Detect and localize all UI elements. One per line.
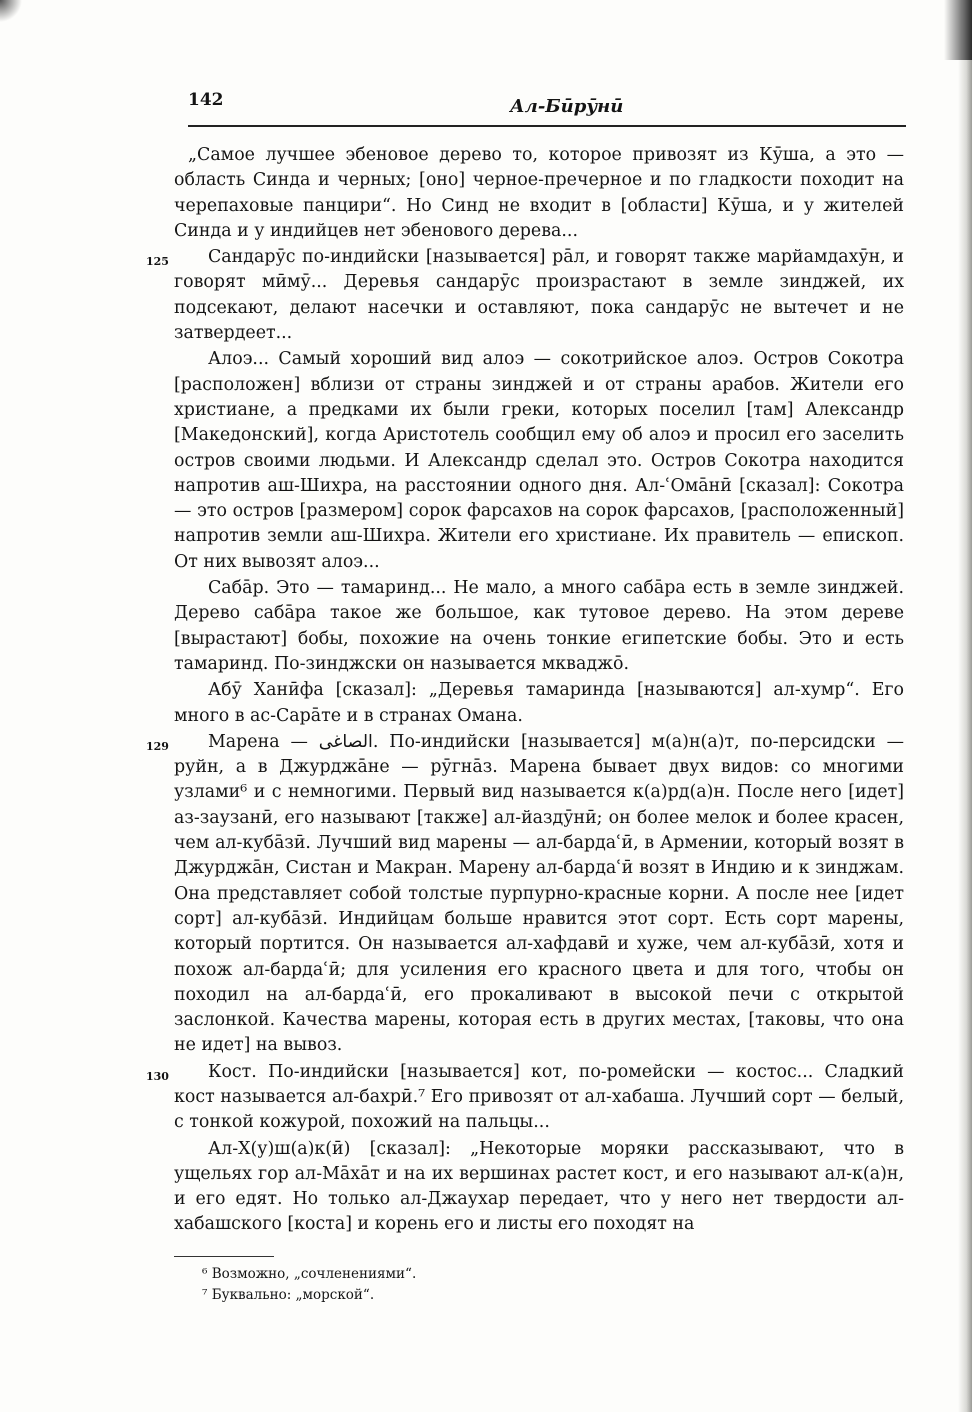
arabic-term: الصاغى [318, 731, 373, 752]
paragraph [174, 678, 904, 729]
footnote: ⁶ Возможно, „сочленениями“. [202, 1266, 417, 1282]
paragraph [174, 576, 904, 677]
paragraph [174, 1137, 904, 1238]
page-number: 142 [188, 90, 224, 110]
page-edge-shadow [958, 0, 972, 1412]
footnote-rule [174, 1256, 274, 1257]
header-rule [188, 125, 906, 127]
scan-corner-shadow [932, 0, 972, 60]
paragraph-text: Сабāр. Это — тамаринд... Не мало, а много сабāра есть в земле зинджей. Дерево сабāра такое же большое, как тутовое дерево. На этом дереве [вырастают] бобы, похожие на очень тонкие египетские бобы. Это и есть тамаринд. По-зинджски он называется мкваджō. [174, 578, 904, 674]
running-title: Ал-Бӣрӯнӣ [510, 96, 624, 117]
paragraph [174, 347, 904, 575]
paragraph-text: Кост. По-индийски [называется] кот, по-ромейски — костос... Сладкий кост называется ал-бахрӣ.⁷ Его привозят от ал-хабаша. Лучший сорт — белый, с тонкой кожурой, похожий на пальцы... [174, 1061, 904, 1133]
body-text [146, 143, 905, 1238]
section-number: 125 [146, 255, 169, 269]
section-number: 130 [146, 1069, 169, 1083]
scan-corner-mark [0, 0, 26, 40]
footnote: ⁷ Буквально: „морской“. [202, 1287, 375, 1303]
paragraph-text: „Самое лучшее эбеновое дерево то, которое привозят из Кӯша, а это — область Синда и черных; [оно] черное-пречерное и по гладкости походит на черепаховые панцири“. Но Синд не входит в [области] Кӯша, и у жителей Синда и у индийцев нет эбенового дерева... [174, 145, 904, 241]
paragraph [146, 1060, 904, 1136]
paragraph-text: . По-индийски [называется] м(а)н(а)т, по-персидски — руйн, а в Джурджāне — рӯгнāз. Марена бывает двух видов: со многими узлами⁶ и с немногими. Первый вид называется к(а)рд(а)н. После него [идет] аз-заузанӣ, его называют [также] ал-йаздӯнӣ; он более мелок и более красен, чем ал-кубāзӣ. Лучший вид марены — ал-бардаʿӣ, в Армении, который возят в Джурджāн, Систан и Макран. Марену ал-бардаʿӣ возят в Индию и к зинджам. Она представляет собой толстые пурпурно-красные корни. А после нее [идет сорт] ал-кубāзӣ. Индийцам больше нравится этот сорт. Есть сорт марены, который портится. Он называется ал-хафдавӣ и хуже, чем ал-кубāзӣ, хотя и похож ал-бардаʿӣ; для усиления его красного цвета и для того, чтобы он походил на ал-бардаʿӣ, его прокаливают в высокой печи с открытой заслонкой. Качества марены, которая есть в других местах, [таковы, что она не идет] на вывоз. [174, 731, 905, 1056]
footnotes [202, 1264, 802, 1306]
paragraph-text: Ал-Х(у)ш(а)к(ӣ) [сказал]: „Некоторые моряки рассказывают, что в ущельях гор ал-Мāхāт и на их вершинах растет кост, и его называют ал-к(а)н, и его едят. Но только ал-Джаухар передает, что у него нет твердости ал-хабашского [коста] и корень его и листы его походят на [174, 1138, 904, 1235]
paragraph-text-lead: Марена — [208, 731, 319, 752]
paragraph [146, 730, 905, 1059]
paragraph [174, 143, 904, 244]
paragraph-text: Абӯ Ханӣфа [сказал]: „Деревья тамаринда [называются] ал-хумр“. Его много в ас-Сарāте и в странах Омана. [174, 680, 904, 726]
section-number: 129 [146, 739, 169, 753]
paragraph-text: Алоэ... Самый хороший вид алоэ — сокотрийское алоэ. Остров Сокотра [расположен] вблизи от страны зинджей и от страны арабов. Жители его христиане, а предками их были греки, которых поселил [там] Александр [Македонский], когда Аристотель сообщил ему об алоэ и просил его заселить остров своими людьми. И Александр сделал это. Остров Сокотра находится напротив аш-Шихра, на расстоянии одного дня. Ал-ʿОмāнӣ [сказал]: Сокотра — это остров [размером] сорок фарсахов на сорок фарсахов, [расположенный] напротив земли аш-Шихра. Жители его христиане. Их правитель — епископ. От них вывозят алоэ... [174, 349, 904, 572]
paragraph [146, 245, 904, 346]
paragraph-text: Сандарӯс по-индийски [называется] рāл, и говорят также марйамдахӯн, и говорят мӣмӯ... Деревья сандарӯс произрастают в земле зинджей, их подсекают, делают насечки и оставляют, пока сандарӯс не вытечет и не затвердеет... [174, 247, 904, 344]
